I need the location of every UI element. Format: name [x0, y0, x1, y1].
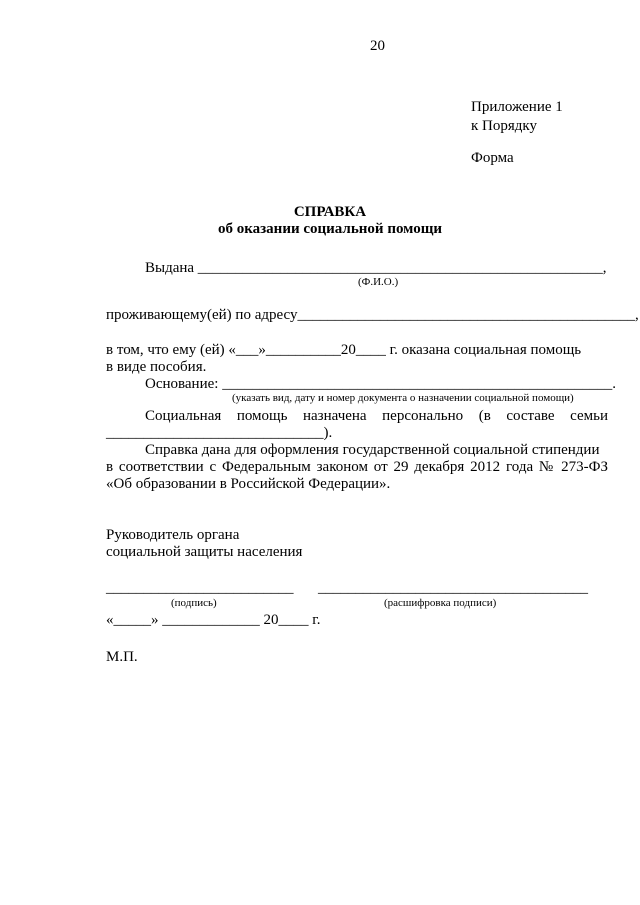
basis-caption: (указать вид, дату и номер документа о назначении социальной помощи): [232, 392, 574, 404]
purpose-line-1: Справка дана для оформления государственной социальной стипендии: [145, 442, 600, 458]
document-subtitle: об оказании социальной помощи: [217, 221, 442, 237]
appendix-line-1: Приложение 1: [471, 99, 563, 115]
page-number: 20: [370, 38, 385, 54]
assistance-type-line: в виде пособия.: [106, 359, 207, 375]
form-label: Форма: [471, 150, 514, 166]
assistance-date-line: в том, что ему (ей) «___»__________20____ г. оказана социальная помощь: [106, 342, 582, 358]
head-title-line-2: социальной защиты населения: [106, 544, 303, 560]
fio-caption: (Ф.И.О.): [358, 276, 399, 288]
assigned-line: Социальная помощь назначена персонально (в составе семьи: [145, 408, 608, 424]
issued-to-line: Выдана ______________________________________________________,: [145, 260, 607, 276]
head-title-line-1: Руководитель органа: [106, 527, 240, 543]
stamp-label: М.П.: [106, 649, 138, 665]
purpose-line-2: в соответствии с Федеральным законом от 29 декабря 2012 года № 273-ФЗ: [106, 459, 608, 475]
signature-caption: (подпись): [171, 597, 217, 609]
decode-blank: ____________________________________: [318, 580, 588, 596]
signature-date-line: «_____» _____________ 20____ г.: [106, 612, 321, 628]
appendix-line-2: к Порядку: [471, 118, 537, 134]
purpose-line-3: «Об образовании в Российской Федерации».: [106, 476, 391, 492]
assigned-line-cont: _____________________________).: [106, 425, 333, 441]
basis-line: Основание: ____________________________________________________.: [145, 376, 616, 392]
decode-caption: (расшифровка подписи): [384, 597, 497, 609]
document-title: СПРАВКА: [293, 204, 367, 220]
signature-blank: _________________________: [106, 580, 294, 596]
address-line: проживающему(ей) по адресу_____________________________________________,: [106, 307, 639, 323]
